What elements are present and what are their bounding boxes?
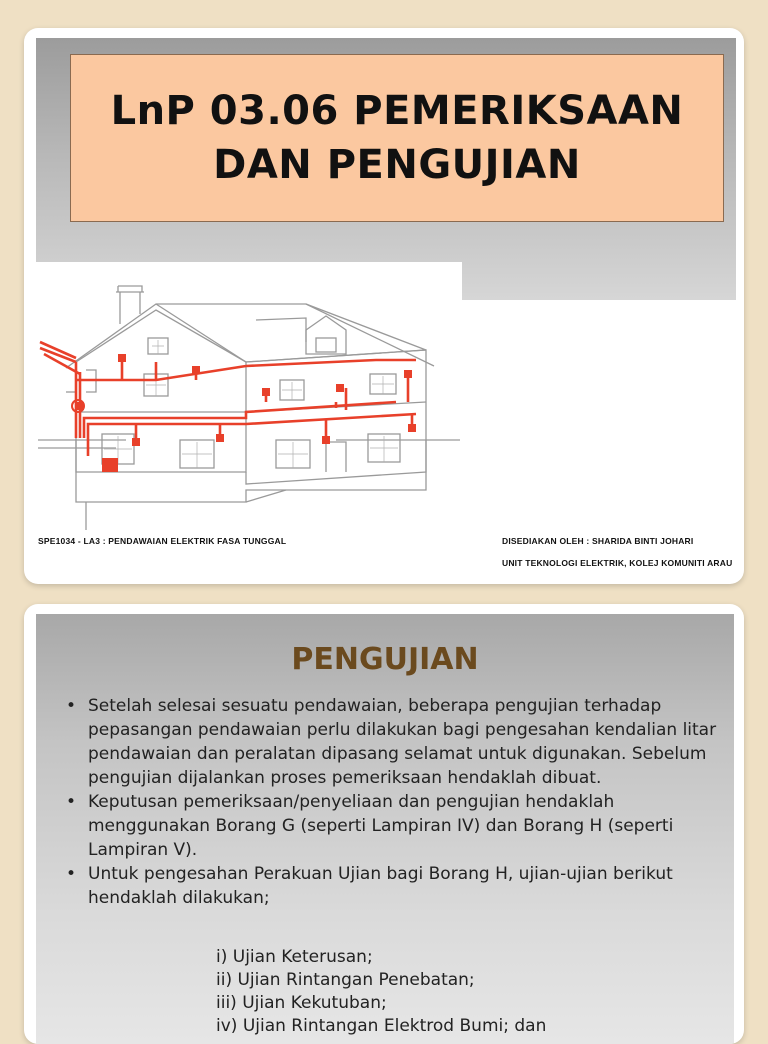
author-footer: DISEDIAKAN OLEH : SHARIDA BINTI JOHARI — [502, 536, 694, 546]
bullet-icon: • — [66, 792, 77, 812]
content-slide — [24, 604, 744, 1044]
list-item — [66, 790, 726, 862]
test-item: ii) Ujian Rintangan Penebatan; — [216, 970, 475, 990]
title-line-1: LnP 03.06 PEMERIKSAAN — [110, 88, 684, 134]
title-box — [70, 54, 724, 222]
test-item: i) Ujian Keterusan; — [216, 947, 373, 967]
list-item — [66, 694, 726, 790]
title-slide — [24, 28, 744, 584]
bullet-text: Untuk pengesahan Perakuan Ujian bagi Borang H, ujian-ujian berikut hendaklah dilakukan; — [88, 864, 673, 908]
bullet-text: Keputusan pemeriksaan/penyeliaan dan pengujian hendaklah menggunakan Borang G (seperti Lampiran IV) dan Borang H (seperti Lampiran V). — [88, 792, 674, 860]
list-item — [66, 862, 726, 910]
section-title: PENGUJIAN — [291, 642, 479, 677]
bullet-icon: • — [66, 864, 77, 884]
content-panel — [36, 614, 734, 1044]
test-list — [216, 946, 546, 1038]
house-wiring-illustration — [36, 262, 462, 530]
bullet-icon: • — [66, 696, 77, 716]
title-band — [36, 38, 736, 300]
house-wiring-svg — [36, 262, 462, 530]
test-item: iv) Ujian Rintangan Elektrod Bumi; dan — [216, 1016, 547, 1036]
slide-title — [91, 84, 704, 192]
title-line-2: DAN PENGUJIAN — [213, 142, 581, 188]
course-footer: SPE1034 - LA3 : PENDAWAIAN ELEKTRIK FASA TUNGGAL — [38, 536, 287, 546]
bullet-text: Setelah selesai sesuatu pendawaian, beberapa pengujian terhadap pepasangan pendawaian perlu dilakukan bagi pengesahan kendalian litar pendawaian dan peralatan dipasang selamat untuk digunakan. Sebelum pengujian dijalankan proses pemeriksaan hendaklah dibuat. — [88, 696, 717, 788]
bullet-list — [66, 694, 726, 910]
institution-footer: UNIT TEKNOLOGI ELEKTRIK, KOLEJ KOMUNITI ARAU — [502, 558, 733, 568]
test-item: iii) Ujian Kekutuban; — [216, 993, 387, 1013]
